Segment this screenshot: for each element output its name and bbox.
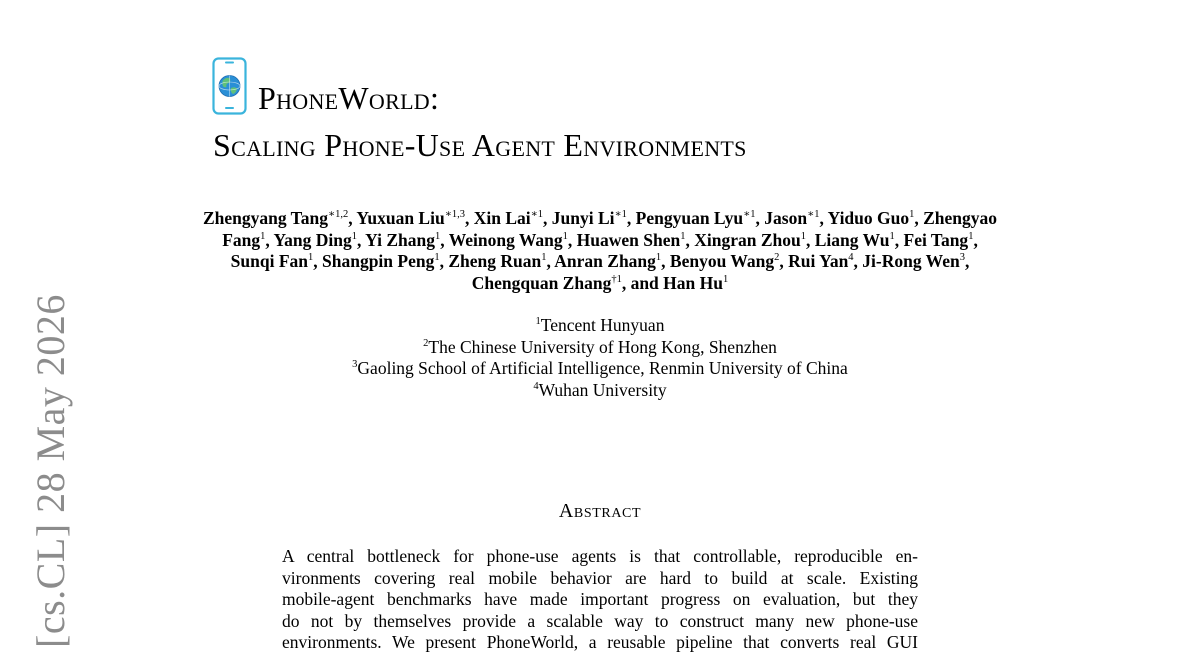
author — [862, 251, 965, 271]
author-affiliation-mark: 1 — [541, 252, 547, 264]
author — [203, 208, 348, 228]
abstract-heading: Abstract — [558, 500, 642, 522]
author-name: Benyou Wang — [669, 251, 775, 272]
author-affiliation-mark: 1 — [308, 252, 314, 264]
author — [577, 230, 686, 250]
author-name: Rui Yan — [788, 251, 849, 272]
affiliation — [300, 337, 900, 359]
affiliation-name: Gaoling School of Artificial Intelligence, Renmin University of China — [357, 358, 848, 379]
author-affiliation-mark: ∗1,3 — [444, 209, 465, 221]
paper-title-line-1: PhoneWorld: — [258, 80, 440, 116]
author-affiliation-mark: 3 — [959, 252, 965, 264]
author-name: Xin Lai — [473, 208, 531, 228]
affiliation — [300, 315, 900, 337]
abstract-line: environments. We present PhoneWorld, a reusable pipeline that converts real GUI — [282, 632, 918, 653]
author-separator: , — [464, 208, 474, 228]
author — [356, 208, 465, 228]
author-affiliation-mark: ∗1 — [614, 209, 627, 221]
author — [472, 273, 622, 293]
author-separator: , — [914, 208, 924, 228]
author-affiliation-mark: 1 — [435, 230, 441, 242]
author-separator: , — [439, 251, 449, 272]
author — [788, 251, 853, 271]
author-affiliation-mark: 1 — [800, 230, 806, 242]
author-name: Chengquan Zhang — [471, 272, 612, 293]
author — [474, 208, 543, 228]
author-separator: , — [567, 229, 577, 250]
affiliation-mark: 4 — [533, 380, 539, 392]
author — [828, 208, 915, 228]
author-separator: , — [685, 229, 695, 250]
author-separator: , — [357, 229, 366, 250]
author-separator: , — [626, 208, 636, 228]
author-affiliation-mark: 1 — [434, 252, 440, 264]
author-affiliation-mark: 1 — [909, 209, 915, 221]
author-separator: , — [755, 208, 765, 228]
author-affiliation-mark: ∗1 — [807, 209, 820, 221]
author-name: Yiduo Guo — [827, 208, 910, 228]
author-affiliation-mark: 2 — [774, 252, 780, 264]
abstract-line: vironments covering real mobile behavior are hard to build at scale. Existing — [282, 567, 918, 588]
author-name: Yi Zhang — [365, 229, 436, 250]
author-affiliation-mark: 1 — [562, 230, 568, 242]
author-separator: , — [348, 208, 357, 228]
affiliation-mark: 1 — [535, 316, 541, 328]
author-separator: , — [894, 229, 904, 250]
author-separator: , — [546, 251, 555, 272]
affiliation — [300, 380, 900, 402]
author-affiliation-mark: ∗1,2 — [327, 209, 349, 221]
author-name: Zheng Ruan — [448, 251, 542, 272]
author — [764, 208, 819, 228]
author-name: Han Hu — [663, 272, 723, 293]
author-separator: , — [313, 251, 322, 272]
paper-title-line-2: Scaling Phone-Use Agent Environments — [213, 127, 747, 163]
author-affiliation-mark: 4 — [848, 252, 854, 264]
author-separator: , — [440, 229, 449, 250]
author-affiliation-mark: †1 — [611, 273, 622, 285]
author-separator: , — [661, 251, 670, 272]
author — [448, 251, 546, 271]
affiliation-name: The Chinese University of Hong Kong, Shenzhen — [428, 336, 777, 357]
abstract-line: mobile-agent benchmarks have made important progress on evaluation, but they — [282, 589, 918, 610]
author-name: Pengyuan Lyu — [635, 208, 744, 228]
author-name: Fei Tang — [903, 229, 969, 250]
author-name: Sunqi Fan — [230, 251, 308, 272]
author-list — [200, 208, 1000, 294]
author-affiliation-mark: 1 — [680, 230, 686, 242]
phone-globe-logo-icon — [212, 57, 247, 115]
author — [663, 273, 728, 293]
affiliation-name: Wuhan University — [538, 379, 667, 400]
author — [322, 251, 440, 271]
author-separator: , — [806, 229, 815, 250]
affiliation-mark: 2 — [423, 337, 429, 349]
author-affiliation-mark: 1 — [968, 230, 974, 242]
author — [904, 230, 974, 250]
author-affiliation-mark: 1 — [723, 273, 729, 285]
author-affiliation-mark: 1 — [260, 230, 266, 242]
author-name: Jason — [764, 208, 808, 228]
arxiv-side-stamp: [cs.CL] 28 May 2026 — [28, 294, 73, 648]
author — [815, 230, 895, 250]
author-separator: , and — [621, 272, 664, 293]
author-name: Liang Wu — [814, 229, 890, 250]
author-name: Zhengyang Tang — [202, 208, 328, 228]
author — [554, 251, 661, 271]
author-separator: , — [973, 229, 978, 250]
author-separator: , — [779, 251, 789, 272]
author-affiliation-mark: 1 — [351, 230, 358, 242]
abstract-body — [282, 546, 918, 654]
author-name: Xingran Zhou — [694, 229, 801, 250]
author-name: Ji-Rong Wen — [862, 251, 960, 272]
abstract-line: do not by themselves provide a scalable way to construct many new phone-use — [282, 610, 918, 631]
author — [694, 230, 806, 250]
author-affiliation-mark: 1 — [889, 230, 895, 242]
affiliation-list — [300, 315, 900, 401]
author — [552, 208, 627, 228]
author-name: Weinong Wang — [448, 229, 563, 250]
author-separator: , — [819, 208, 828, 228]
author-name: Junyi Li — [551, 208, 615, 228]
author — [636, 208, 756, 228]
affiliation-mark: 3 — [352, 359, 358, 371]
affiliation — [300, 358, 900, 380]
author-name: Yuxuan Liu — [356, 208, 445, 228]
author-name: Yang Ding — [273, 229, 352, 250]
author-name: Anran Zhang — [554, 251, 656, 272]
author — [449, 230, 568, 250]
author-name: Zhengyao Fang — [222, 208, 998, 250]
author-separator: , — [964, 251, 970, 272]
affiliation-name: Tencent Hunyuan — [540, 315, 665, 335]
author-name: Shangpin Peng — [322, 251, 435, 272]
author-affiliation-mark: 1 — [655, 252, 662, 264]
author-affiliation-mark: ∗1 — [743, 209, 756, 221]
author-separator: , — [265, 229, 274, 250]
author — [273, 230, 357, 250]
author — [365, 230, 440, 250]
author-name: Huawen Shen — [576, 229, 681, 250]
author-separator: , — [543, 208, 552, 228]
author — [231, 251, 314, 271]
author — [670, 251, 779, 271]
author-separator: , — [853, 251, 863, 272]
author-affiliation-mark: ∗1 — [530, 209, 544, 221]
abstract-line: A central bottleneck for phone-use agents is that controllable, reproducible en- — [282, 546, 918, 566]
